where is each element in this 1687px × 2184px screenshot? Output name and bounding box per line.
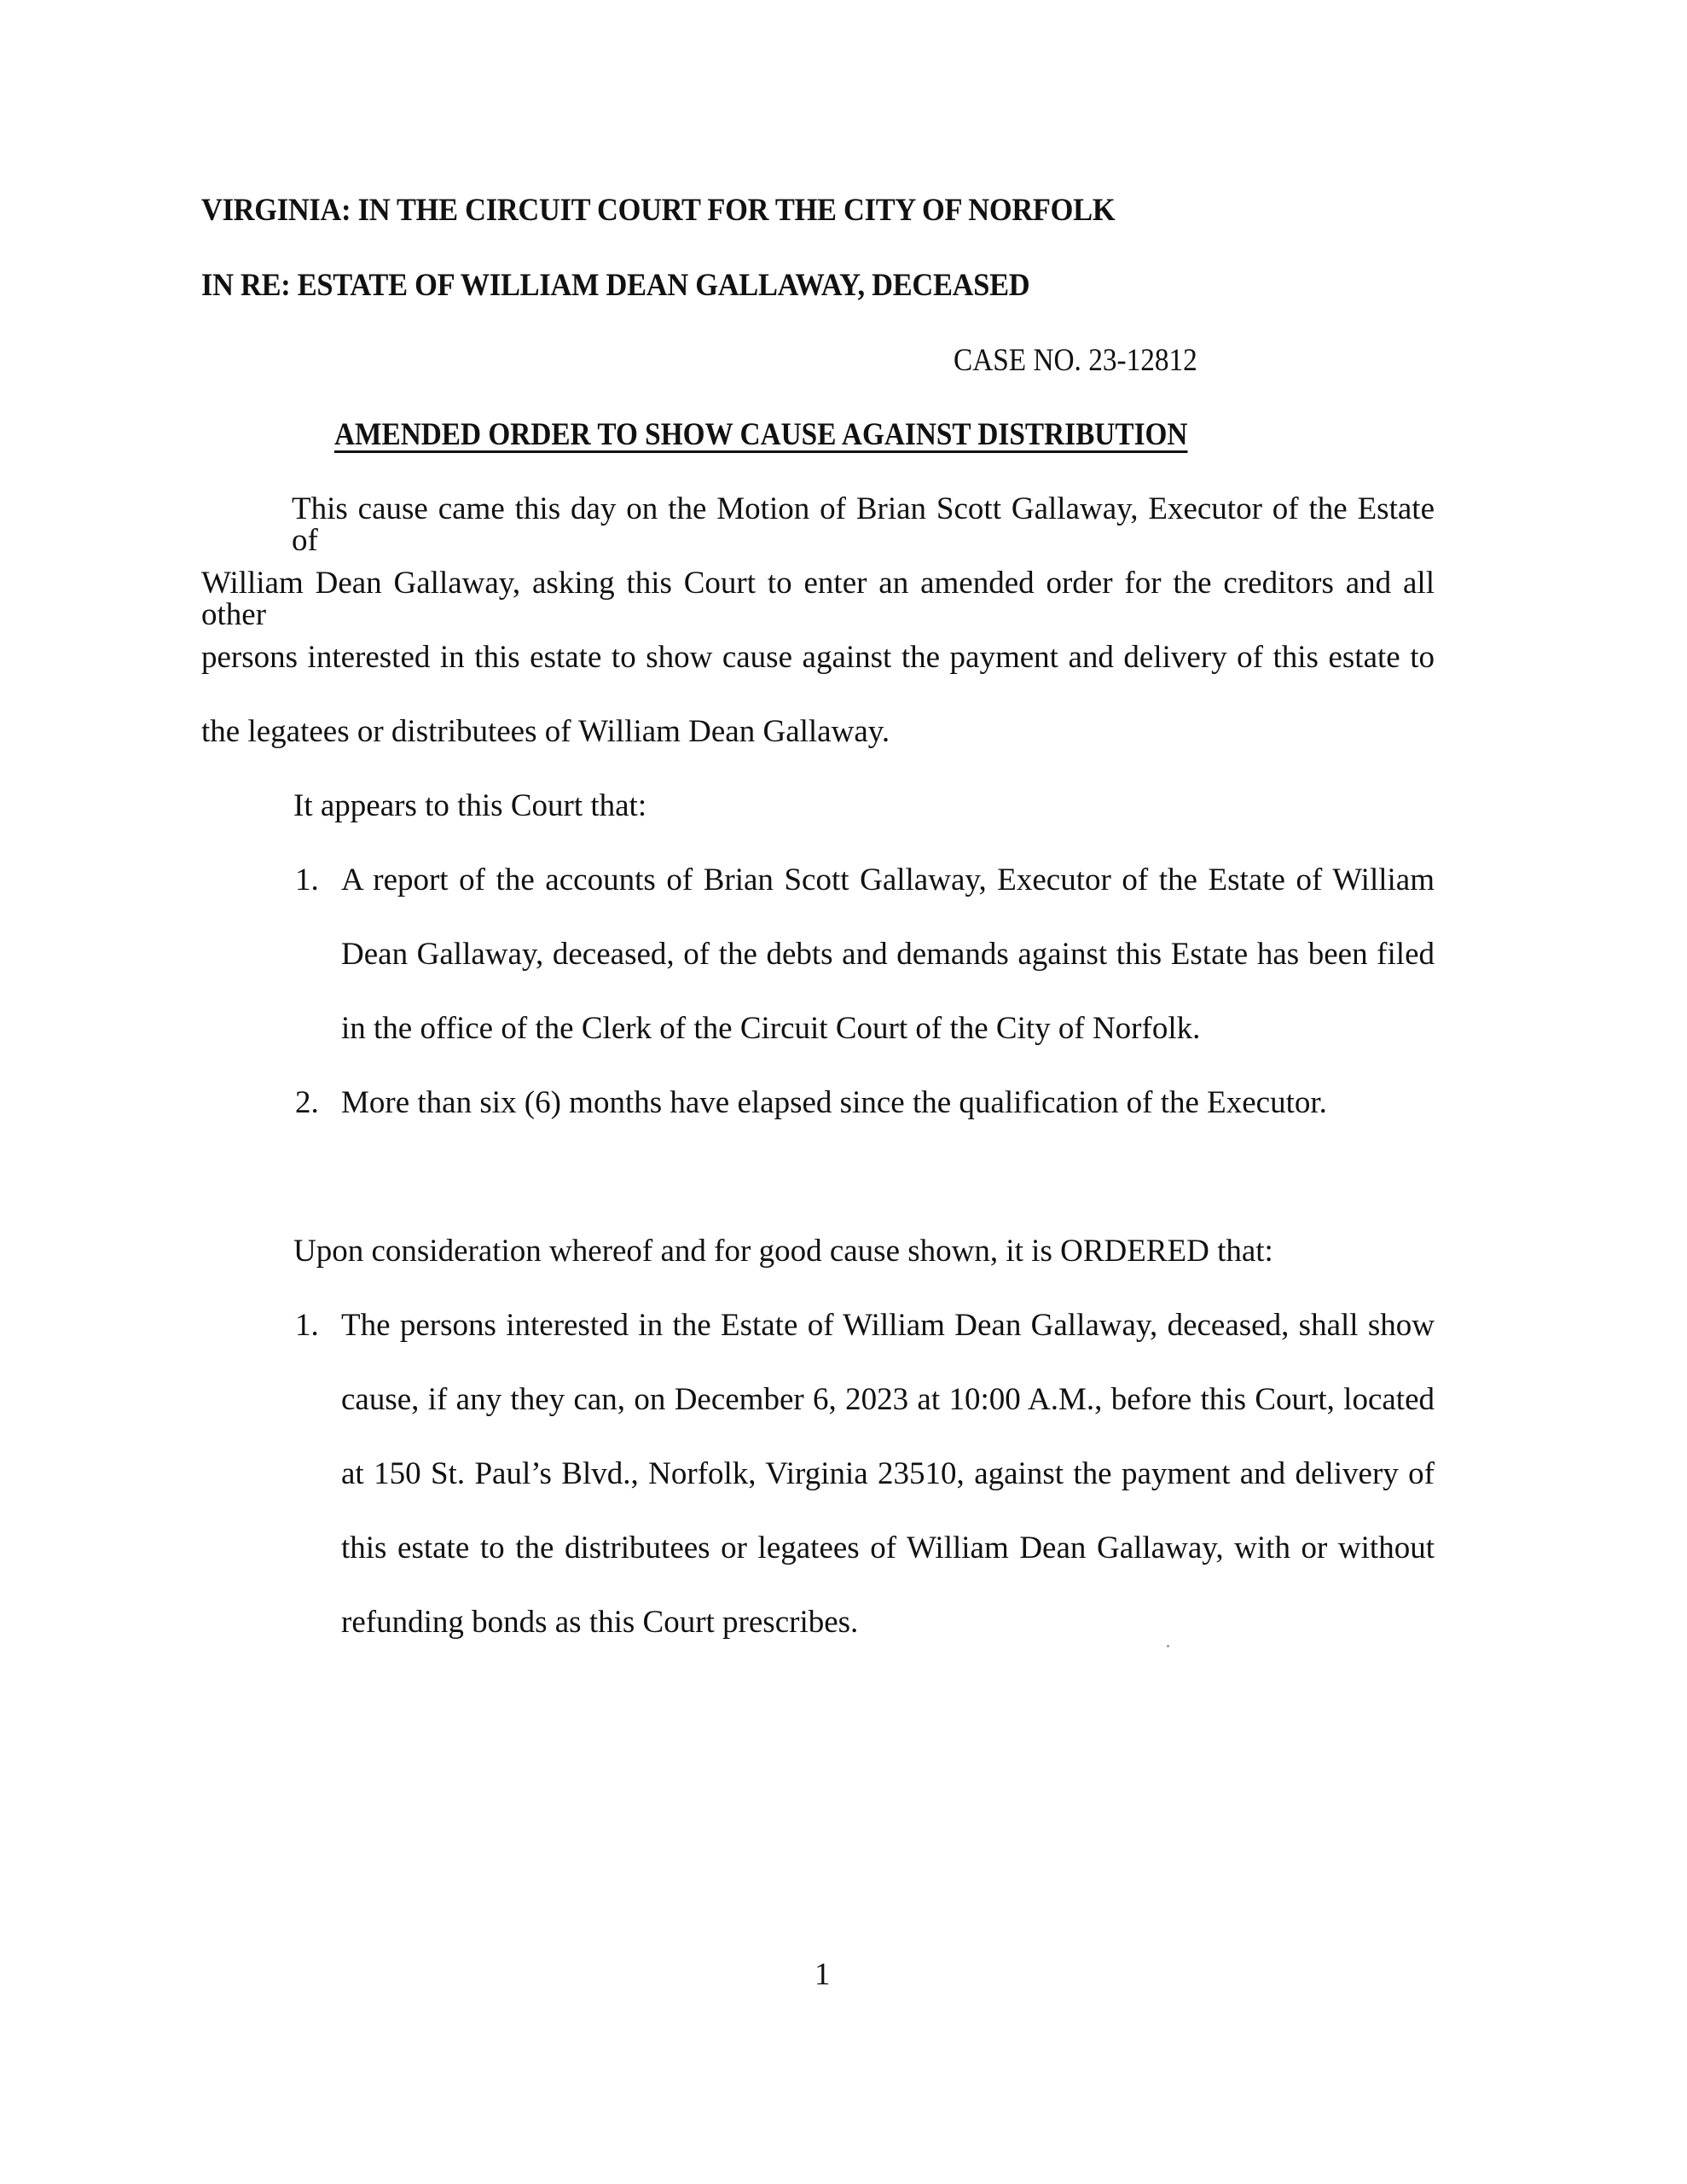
findings-lead: It appears to this Court that: bbox=[293, 788, 647, 823]
intro-line-1: This cause came this day on the Motion of Brian Scott Gallaway, Executor of the Estate of bbox=[292, 491, 1435, 558]
intro-line-2: William Dean Gallaway, asking this Court to enter an amended order for the creditors and all other bbox=[201, 566, 1435, 632]
intro-line-3: persons interested in this estate to show cause against the payment and delivery of this estate to bbox=[201, 640, 1435, 675]
finding-2-number: 2. bbox=[295, 1085, 319, 1120]
document-title: AMENDED ORDER TO SHOW CAUSE AGAINST DISTRIBUTION bbox=[334, 417, 1188, 452]
intro-line-4: the legatees or distributees of William Dean Gallaway. bbox=[201, 714, 890, 749]
finding-1-line-1: A report of the accounts of Brian Scott Gallaway, Executor of the Estate of William bbox=[341, 863, 1435, 897]
case-number: CASE NO. 23-12812 bbox=[954, 343, 1197, 378]
order-1-number: 1. bbox=[295, 1308, 319, 1343]
order-1-line-5: refunding bonds as this Court prescribes. bbox=[341, 1605, 859, 1640]
in-re-caption: IN RE: ESTATE OF WILLIAM DEAN GALLAWAY, DECEASED bbox=[201, 268, 1030, 303]
order-lead: Upon consideration whereof and for good cause shown, it is ORDERED that: bbox=[293, 1234, 1273, 1269]
order-1-line-2: cause, if any they can, on December 6, 2023 at 10:00 A.M., before this Court, located bbox=[341, 1382, 1435, 1417]
court-caption: VIRGINIA: IN THE CIRCUIT COURT FOR THE CITY OF NORFOLK bbox=[201, 193, 1116, 228]
finding-1-line-2: Dean Gallaway, deceased, of the debts and demands against this Estate has been filed bbox=[341, 937, 1435, 972]
order-1-line-1: The persons interested in the Estate of William Dean Gallaway, deceased, shall show bbox=[341, 1308, 1435, 1343]
scan-speck bbox=[1167, 1645, 1169, 1647]
order-1-line-4: this estate to the distributees or legatees of William Dean Gallaway, with or without bbox=[341, 1531, 1435, 1565]
finding-2-line-1: More than six (6) months have elapsed since the qualification of the Executor. bbox=[341, 1085, 1327, 1120]
finding-1-line-3: in the office of the Clerk of the Circuit Court of the City of Norfolk. bbox=[341, 1011, 1201, 1046]
order-1-line-3: at 150 St. Paul’s Blvd., Norfolk, Virginia 23510, against the payment and delivery of bbox=[341, 1456, 1435, 1491]
page-number: 1 bbox=[815, 1957, 831, 1992]
finding-1-number: 1. bbox=[295, 863, 319, 897]
